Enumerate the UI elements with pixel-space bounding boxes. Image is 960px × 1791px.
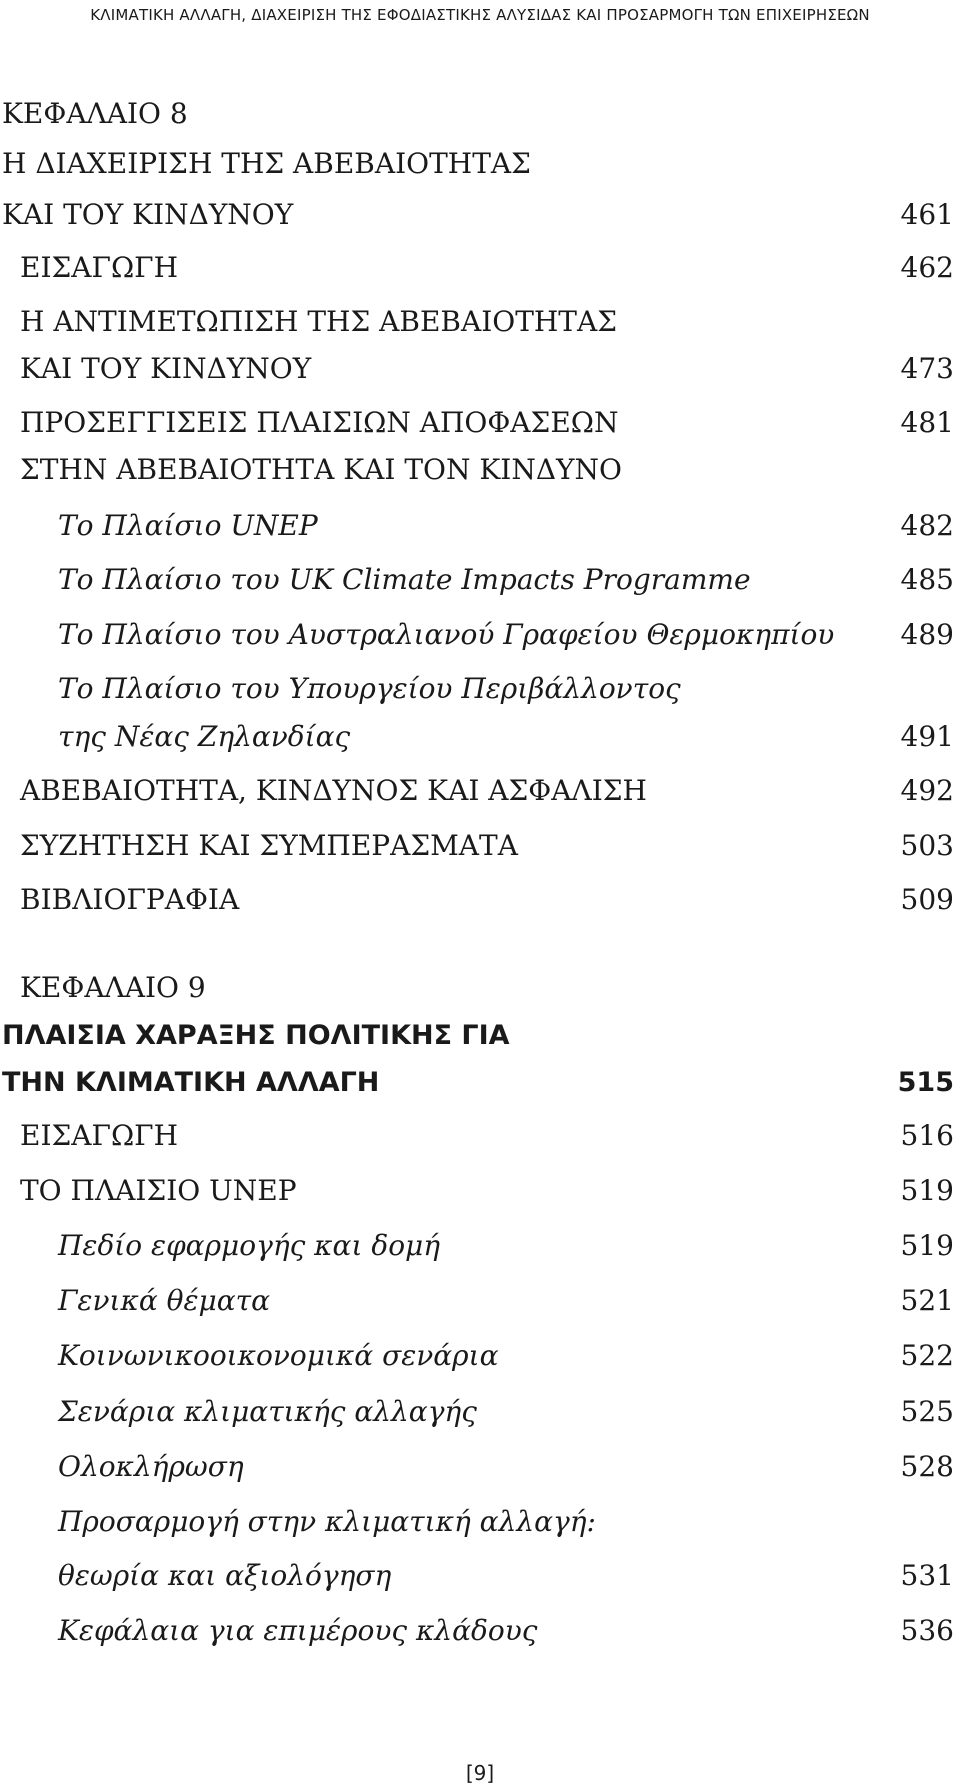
toc-entry-title: Σενάρια κλιματικής αλλαγής [58,1395,477,1428]
toc-subentry [0,1611,960,1651]
toc-entry-title: Πεδίο εφαρμογής και δομή [58,1229,441,1262]
toc-subentry [0,1281,960,1321]
toc-entry-title: Προσαρμογή στην κλιματική αλλαγή: [58,1505,596,1538]
toc-entry-title: ΕΙΣΑΓΩΓΗ [20,1119,179,1152]
toc-subentry [0,560,960,600]
toc-entry-title: ΚΑΙ ΤΟΥ ΚΙΝΔΥΝΟΥ [20,352,312,385]
toc-entry [0,403,960,443]
chapter-label [0,94,960,134]
toc-entry-page: 473 [900,352,954,385]
page-number: [9] [465,1761,495,1785]
toc-entry [0,1116,960,1156]
toc-entry [0,302,960,342]
toc-entry-page: 531 [900,1559,954,1592]
toc-entry-page: 536 [900,1614,954,1647]
toc-subentry [0,1447,960,1487]
toc-entry-title: Κεφάλαια για επιμέρους κλάδους [58,1614,538,1647]
toc-entry-page: 525 [900,1395,954,1428]
toc-entry-title: ΚΕΦΑΛΑΙΟ 8 [2,97,188,130]
toc-entry-title: Το Πλαίσιο UNEP [58,509,318,542]
chapter-title [0,195,960,235]
toc-subentry [0,1502,960,1542]
toc-entry-page: 503 [900,829,954,862]
toc-entry-page: 485 [900,563,954,596]
toc-subentry [0,1556,960,1596]
toc-entry-title: ΤΟ ΠΛΑΙΣΙΟ UNEP [20,1174,297,1207]
toc-entry [0,349,960,389]
toc-entry-title: Η ΔΙΑΧΕΙΡΙΣΗ ΤΗΣ ΑΒΕΒΑΙΟΤΗΤΑΣ [2,147,531,180]
toc-entry-page: 519 [900,1229,954,1262]
toc-entry [0,1171,960,1211]
toc-subentry [0,615,960,655]
toc-entry-page: 528 [900,1450,954,1483]
toc-entry-page: 515 [897,1067,954,1098]
toc-entry-title: Η ΑΝΤΙΜΕΤΩΠΙΣΗ ΤΗΣ ΑΒΕΒΑΙΟΤΗΤΑΣ [20,305,617,338]
chapter-title [0,1016,960,1056]
toc-entry-page: 519 [900,1174,954,1207]
toc-entry-title: ΠΛΑΙΣΙΑ ΧΑΡΑΞΗΣ ΠΟΛΙΤΙΚΗΣ ΓΙΑ [2,1020,510,1051]
toc-entry-title: Το Πλαίσιο του Υπουργείου Περιβάλλοντος [58,672,681,705]
toc-entry-title: ΤΗΝ ΚΛΙΜΑΤΙΚΗ ΑΛΛΑΓΗ [2,1067,380,1098]
toc-entry-title: ΒΙΒΛΙΟΓΡΑΦΙΑ [20,883,240,916]
toc-entry [0,771,960,811]
toc-entry [0,248,960,288]
chapter-label [0,968,960,1008]
toc-subentry [0,1226,960,1266]
toc-entry [0,880,960,920]
toc-entry-title: θεωρία και αξιολόγηση [58,1559,392,1592]
toc-subentry [0,1392,960,1432]
toc-entry-page: 521 [900,1284,954,1317]
toc-entry-title: Κοινωνικοοικονομικά σενάρια [58,1339,499,1372]
toc-entry-page: 461 [900,198,954,231]
toc-entry-title: ΑΒΕΒΑΙΟΤΗΤΑ, ΚΙΝΔΥΝΟΣ ΚΑΙ ΑΣΦΑΛΙΣΗ [20,774,647,807]
toc-entry-page: 509 [900,883,954,916]
toc-entry [0,450,960,490]
toc-entry-title: της Νέας Ζηλανδίας [58,720,351,753]
toc-entry-title: ΣΤΗΝ ΑΒΕΒΑΙΟΤΗΤΑ ΚΑΙ ΤΟΝ ΚΙΝΔΥΝΟ [20,453,622,486]
toc-entry-title: ΣΥΖΗΤΗΣΗ ΚΑΙ ΣΥΜΠΕΡΑΣΜΑΤΑ [20,829,518,862]
toc-entry-page: 492 [900,774,954,807]
toc-entry-title: Το Πλαίσιο του Αυστραλιανού Γραφείου Θερμοκηπίου [58,618,835,651]
toc-entry-page: 481 [900,406,954,439]
toc-entry-title: Γενικά θέματα [58,1284,271,1317]
running-header: ΚΛΙΜΑΤΙΚΗ ΑΛΛΑΓΗ, ΔΙΑΧΕΙΡΙΣΗ ΤΗΣ ΕΦΟΔΙΑΣΤΙΚΗΣ ΑΛΥΣΙΔΑΣ ΚΑΙ ΠΡΟΣΑΡΜΟΓΗ ΤΩΝ ΕΠΙΧΕΙΡΗΣΕΩΝ [90,6,870,24]
toc-entry-page: 482 [900,509,954,542]
chapter-title [0,144,960,184]
toc-subentry [0,1336,960,1376]
toc-entry-title: Το Πλαίσιο του UK Climate Impacts Programme [58,563,751,596]
toc-entry-page: 522 [900,1339,954,1372]
toc-entry-page: 491 [900,720,954,753]
toc-entry-title: ΠΡΟΣΕΓΓΙΣΕΙΣ ΠΛΑΙΣΙΩΝ ΑΠΟΦΑΣΕΩΝ [20,406,619,439]
toc-entry-page: 516 [900,1119,954,1152]
toc-entry-page: 489 [900,618,954,651]
toc-subentry [0,717,960,757]
toc-entry-title: ΚΑΙ ΤΟΥ ΚΙΝΔΥΝΟΥ [2,198,294,231]
toc-entry-title: ΚΕΦΑΛΑΙΟ 9 [20,971,206,1004]
toc-entry-title: ΕΙΣΑΓΩΓΗ [20,251,179,284]
toc-entry-page: 462 [900,251,954,284]
chapter-title [0,1063,960,1103]
toc-subentry [0,669,960,709]
toc-subentry [0,506,960,546]
toc-entry-title: Ολοκλήρωση [58,1450,244,1483]
toc-entry [0,826,960,866]
